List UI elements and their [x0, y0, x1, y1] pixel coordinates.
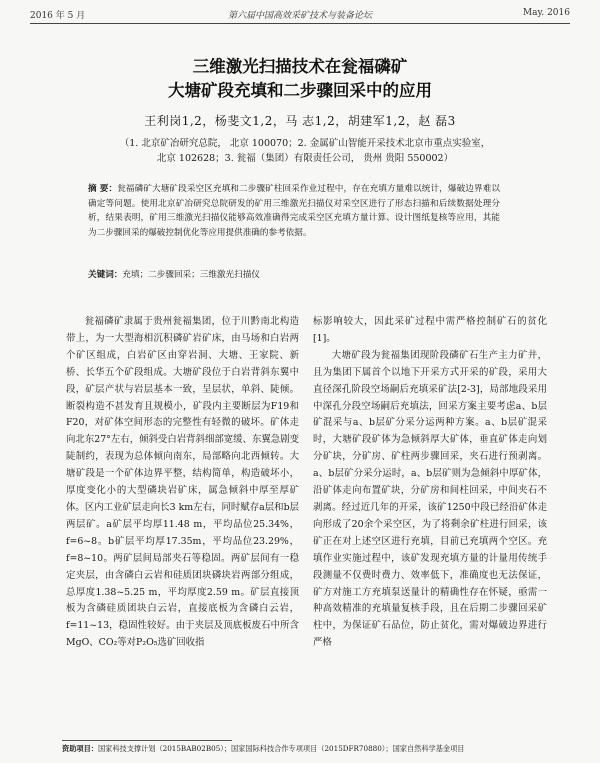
footnote-rule [62, 740, 232, 741]
footnote-label: 资助项目： [62, 744, 98, 753]
keywords-label: 关键词： [88, 270, 123, 280]
affiliation-line-1: （1. 北京矿冶研究总院， 北京 100070；2. 金属矿山智能开采技术北京市重点实验室， [119, 138, 491, 149]
abstract [88, 182, 500, 240]
paper-title [40, 55, 560, 103]
header-rule [30, 23, 570, 24]
abstract-text: 瓮福磷矿大塘矿段采空区充填和二步骤矿柱回采作业过程中，存在充填方量难以统计，爆破边界难以确定等问题。使用北京矿冶研究总院研发的矿用三维激光扫描仪对采空区进行了形态扫描和后续数据处理分析，结果表明，矿用三维激光扫描仪能够高效准确得完成采空区充填方量计算、设计图纸复核等应用，其能为二步骤回采的爆破控制优化等应用提供准确的参考依据。 [88, 184, 500, 238]
abstract-label: 摘 要： [88, 184, 118, 194]
body-paragraph: 瓮福磷矿隶属于贵州瓮福集团，位于川黔南北构造带上，为一大型海相沉积磷矿岩矿床，由马场和白岩两个矿区组成，白岩矿区由穿岩洞、大塘、王家院、新桥、长华五个矿段组成。大塘矿段位于白岩背斜东翼中段，矿层产状与岩层基本一致，呈层状，单斜、陡倾。断裂构造不甚发育且规模小，矿段内主要断层为F19和F20，对矿体空间形态的完整性有轻微的破坏。矿体走向北东27°左右，倾斜受白岩背斜细部宽缓、东翼急剧变陡制约，表现为总体倾向南东，局部略向北西倾转。大塘矿段是一个矿体边界平整，结构简单，构造破坏小，厚度变化小的大型磷块岩矿床，属急倾斜中厚至厚矿体。区内工业矿层走向长3 km左右，同时赋存a层和b层两层矿。a矿层平均厚11.48 m，平均品位25.34%，f=6~8。b矿层平均厚17.35m，平均品位23.29%，f=8~10。两矿层间局部夹石等稳固。两矿层间有一稳定夹层，由含磷白云岩和硅质团块磷块岩两部分组成，总厚度1.38~5.25 m，平均厚度2.59 m。矿层直接顶板为含磷硅质团块白云岩，直接底板为含磷白云岩，f=11~13，稳固性较好。由于夹层及顶底板废石中所含MgO、CO₂等对P₂O₅选矿回收指 [66, 316, 299, 649]
header-date: 2016 年 5 月 [30, 11, 86, 21]
affiliations [60, 136, 550, 166]
footnote [62, 744, 570, 754]
body-paragraph-continued: 标影响较大，因此采矿过程中需严格控制矿石的贫化[1]。 [313, 316, 547, 344]
keywords [88, 268, 500, 282]
author-list: 王利岗1,2，杨斐文1,2，马 志1,2，胡建军1,2，赵 磊3 [144, 114, 456, 128]
keywords-text: 充填；二步骤回采；三维激光扫描仪 [122, 270, 260, 280]
header-conference: 第六届中国高效采矿技术与装备论坛 [227, 11, 372, 21]
header-date-en: May. 2016 [522, 8, 570, 18]
title-line-2: 大塘矿段充填和二步骤回采中的应用 [168, 81, 432, 100]
body-column-right [313, 314, 547, 652]
footnote-text: 国家科技支撑计划（2015BAB02B05）；国家国际科技合作专项项目（2015DFR70880）；国家自然科学基金项目 [97, 744, 465, 753]
running-header [30, 8, 570, 22]
body-paragraph: 大塘矿段为瓮福集团现阶段磷矿石生产主力矿井，且为集团下属首个以地下开采方式开采的矿段，采用大直径深孔阶段空场嗣后充填采矿法[2-3]，局部地段采用中深孔分段空场嗣后充填法，回采方案主要考虑a、b层矿混采与a、b层矿分采分运两种方案。a、b层矿混采时，大塘矿段矿体为急倾斜厚大矿体，垂直矿体走向划分矿块，分矿房、矿柱两步骤回采，夹石进行预剥离。a、b层矿分采分运时，a、b层矿则为急倾斜中厚矿体，沿矿体走向布置矿块，分矿房和间柱回采，中间夹石不剥离。经过近几年的开采，该矿1250中段已经沿矿体走向形成了20余个采空区，为了将剩余矿柱进行回采，该矿正在对上述空区进行充填，目前已充填两个空区。充填作业实施过程中，该矿发现充填方量的计量用传统手段测量不仅费时费力、效率低下，准确度也无法保证，矿方对施工方充填泵送量计的精确性存在怀疑，亟需一种高效精准的充填量复核手段，且在后期二步骤回采矿柱中，为保证矿石品位，防止贫化，需对爆破边界进行严格 [313, 349, 547, 649]
affiliation-line-2: 北京 102628；3. 瓮福（集团）有限责任公司， 贵州 贵阳 550002） [156, 153, 454, 164]
title-line-1: 三维激光扫描技术在瓮福磷矿 [192, 57, 408, 76]
body-column-left [66, 314, 299, 652]
